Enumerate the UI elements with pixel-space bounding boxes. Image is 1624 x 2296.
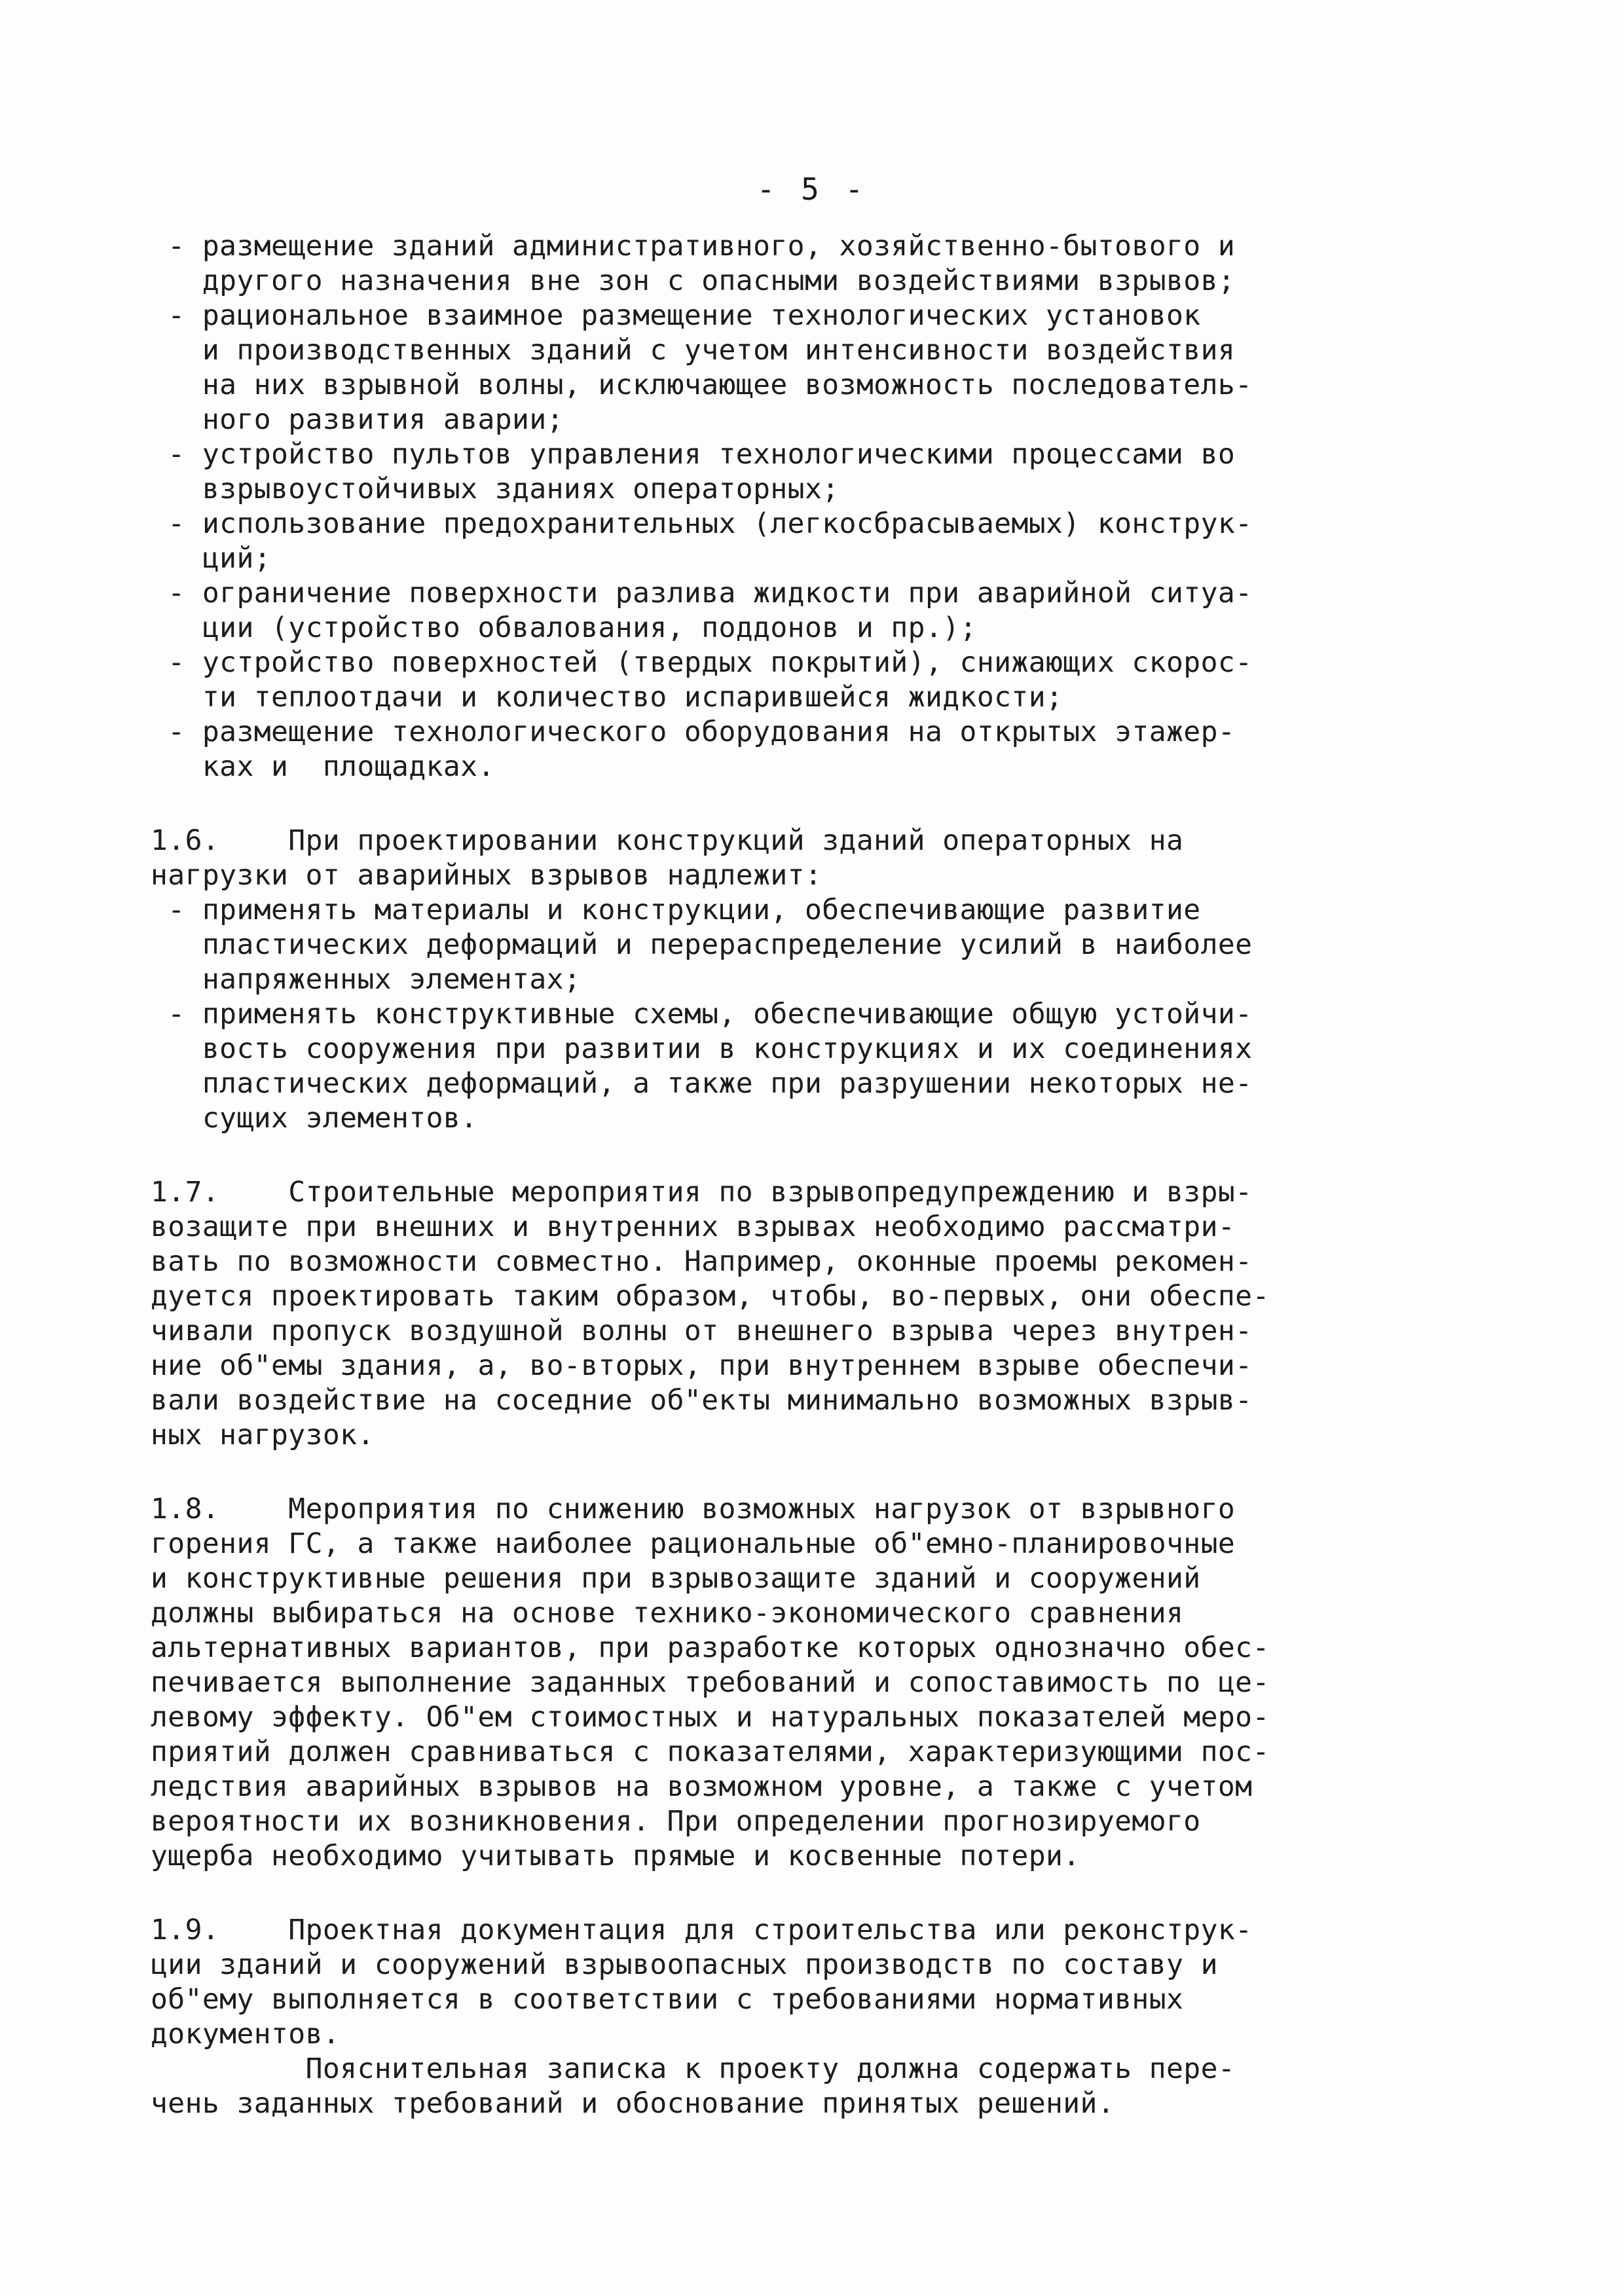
text-line: левому эффекту. Об"ем стоимостных и натуральных показателей меро- [151, 1701, 1270, 1734]
text-line: чень заданных требований и обоснование принятых решений. [151, 2087, 1115, 2120]
text-line: горения ГС, а также наиболее рациональные об"емно-планировочные [151, 1527, 1236, 1560]
text-line: на них взрывной волны, исключающее возможность последователь- [151, 369, 1253, 401]
text-line: ках и площадках. [151, 750, 495, 783]
text-line: и конструктивные решения при взрывозащите зданий и сооружений [151, 1562, 1201, 1595]
text-line: ти теплоотдачи и количество испарившейся жидкости; [151, 681, 1063, 714]
text-line: нагрузки от аварийных взрывов надлежит: [151, 859, 822, 892]
text-line: - использование предохранительных (легкосбрасываемых) конструк- [151, 507, 1253, 540]
text-line: пластических деформаций, а также при разрушении некоторых не- [151, 1067, 1253, 1100]
text-line: - размещение технологического оборудования на открытых этажер- [151, 716, 1236, 748]
text-line: печивается выполнение заданных требований и сопоставимость по це- [151, 1666, 1270, 1699]
text-line: сущих элементов. [151, 1102, 478, 1135]
text-line: ущерба необходимо учитывать прямые и косвенные потери. [151, 1840, 1080, 1872]
text-line: - устройство поверхностей (твердых покрытий), снижающих скорос- [151, 646, 1253, 679]
paragraph-gap [151, 1874, 1486, 1913]
text-line: 1.6. При проектировании конструкций зданий операторных на [151, 824, 1184, 857]
text-line: ледствия аварийных взрывов на возможном уровне, а также с учетом [151, 1770, 1253, 1803]
text-line: документов. [151, 2018, 341, 2050]
text-line: ного развития аварии; [151, 403, 564, 436]
text-line: ции зданий и сооружений взрывоопасных производств по составу и [151, 1948, 1218, 1981]
text-line: ции (устройство обвалования, поддонов и пр.); [151, 611, 977, 644]
text-line: должны выбираться на основе технико-экономического сравнения [151, 1597, 1184, 1630]
text-line: ных нагрузок. [151, 1419, 375, 1451]
text-line: пластических деформаций и перераспределение усилий в наиболее [151, 928, 1253, 961]
text-line: взрывоустойчивых зданиях операторных; [151, 473, 840, 505]
text-line: вость сооружения при развитии в конструкциях и их соединениях [151, 1032, 1253, 1065]
text-line: возащите при внешних и внутренних взрывах необходимо рассматри- [151, 1211, 1236, 1243]
paragraph-gap [151, 1453, 1486, 1492]
text-line: - размещение зданий административного, хозяйственно-бытового и [151, 230, 1236, 263]
text-line: - устройство пультов управления технологическими процессами во [151, 438, 1236, 471]
text-line: - ограничение поверхности разлива жидкости при аварийной ситуа- [151, 577, 1253, 610]
text-line: ций; [151, 542, 272, 575]
text-line: альтернативных вариантов, при разработке которых однозначно обес- [151, 1631, 1270, 1664]
text-line: - применять материалы и конструкции, обеспечивающие развитие [151, 894, 1201, 926]
text-line: и производственных зданий с учетом интенсивности воздействия [151, 334, 1236, 367]
text-line: 1.9. Проектная документация для строительства или реконструк- [151, 1914, 1253, 1946]
text-line: 1.7. Строительные мероприятия по взрывопредупреждению и взры- [151, 1176, 1253, 1209]
text-line: 1.8. Мероприятия по снижению возможных нагрузок от взрывного [151, 1493, 1236, 1525]
text-line: напряженных элементах; [151, 963, 581, 996]
text-line: об"ему выполняется в соответствии с требованиями нормативных [151, 1983, 1184, 2016]
paragraph-gap [151, 784, 1486, 824]
text-line: вать по возможности совместно. Например, оконные проемы рекомен- [151, 1245, 1253, 1278]
paragraph-gap [151, 1136, 1486, 1175]
text-line: - рациональное взаимное размещение технологических установок [151, 299, 1201, 332]
text-line: приятий должен сравниваться с показателями, характеризующими пос- [151, 1736, 1270, 1768]
text-line: - применять конструктивные схемы, обеспечивающие общую устойчи- [151, 998, 1253, 1030]
page-body [151, 229, 1486, 2121]
text-line: вероятности их возникновения. При определении прогнозируемого [151, 1805, 1201, 1838]
text-line: Пояснительная записка к проекту должна содержать пере- [151, 2052, 1236, 2085]
text-line: чивали пропуск воздушной волны от внешнего взрыва через внутрен- [151, 1315, 1253, 1347]
page-number: - 5 - [756, 172, 868, 207]
text-line: ние об"емы здания, а, во-вторых, при внутреннем взрыве обеспечи- [151, 1349, 1253, 1382]
text-line: другого назначения вне зон с опасными воздействиями взрывов; [151, 264, 1236, 297]
text-line: вали воздействие на соседние об"екты минимально возможных взрыв- [151, 1384, 1253, 1417]
text-line: дуется проектировать таким образом, чтобы, во-первых, они обеспе- [151, 1280, 1270, 1313]
